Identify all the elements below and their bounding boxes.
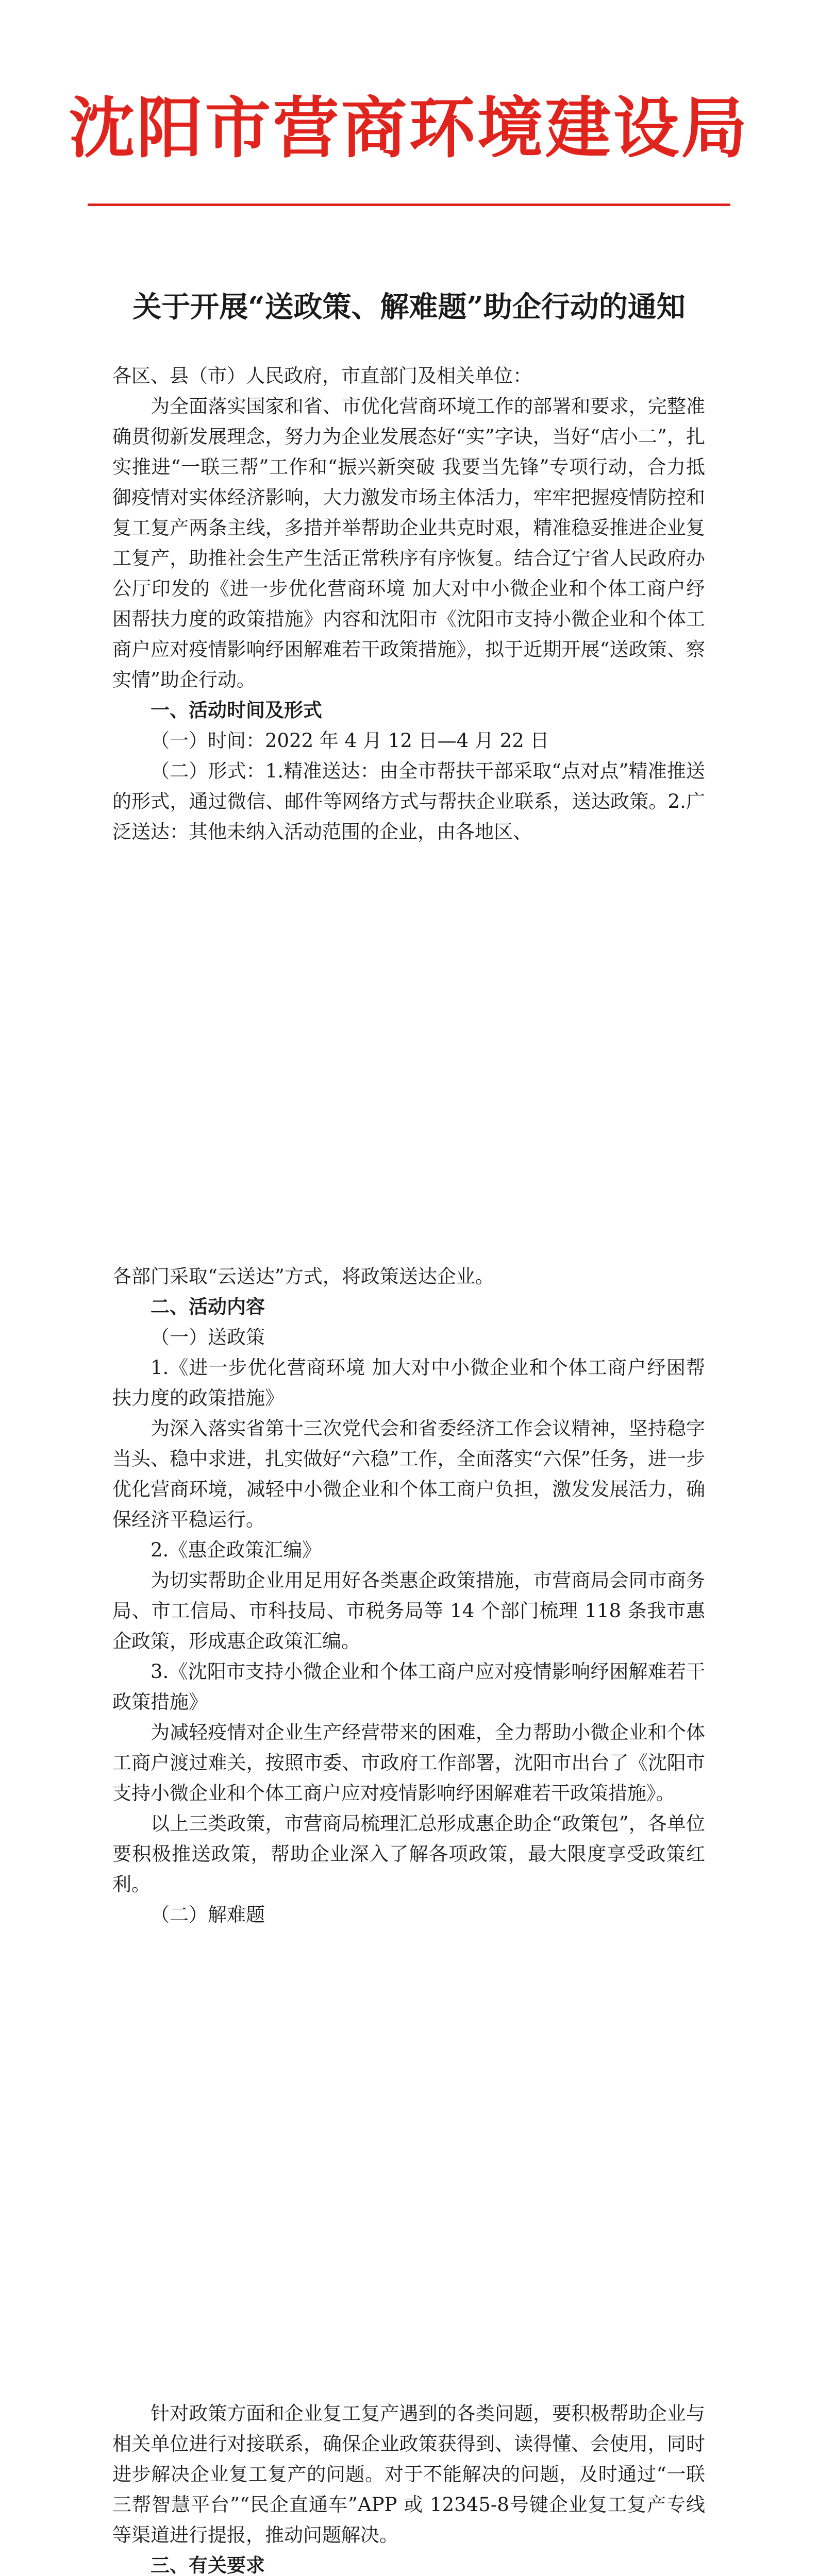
policy-1-title: 1.《进一步优化营商环境 加大对中小微企业和个体工商户纾困帮扶力度的政策措施》 <box>112 1357 705 1409</box>
policy-3-body: 为减轻疫情对企业生产经营带来的困难，全力帮助小微企业和个体工商户渡过难关，按照市委、市政府工作部署，沈阳市出台了《沈阳市支持小微企业和个体工商户应对疫情影响纾困解难若干政策措施》。 <box>112 1721 705 1804</box>
section-1-form-continued: 各部门采取“云送达”方式，将政策送达企业。 <box>112 1265 494 1287</box>
policy-2-title: 2.《惠企政策汇编》 <box>151 1539 322 1561</box>
body-section-2 <box>112 1261 705 1930</box>
section-2-sub1: （一）送政策 <box>151 1326 265 1348</box>
section-2-heading: 二、活动内容 <box>151 1296 265 1318</box>
document-title: 关于开展“送政策、解难题”助企行动的通知 <box>132 290 686 324</box>
policy-2-body: 为切实帮助企业用足用好各类惠企政策措施，市营商局会同市商务局、市工信局、市科技局、市税务局等 14 个部门梳理 118 条我市惠企政策，形成惠企政策汇编。 <box>112 1569 705 1652</box>
addressee: 各区、县（市）人民政府，市直部门及相关单位： <box>112 365 532 387</box>
section-1-time: （一）时间：2022 年 4 月 12 日—4 月 22 日 <box>151 730 549 752</box>
intro-paragraph: 为全面落实国家和省、市优化营商环境工作的部署和要求，完整准确贯彻新发展理念，努力为企业发展态好“实”字诀，当好“店小二”，扎实推进“一联三帮”工作和“振兴新突破 我要当先锋”专项行动，合力抵御疫情对实体经济影响，大力激发市场主体活力，牢牢把握疫情防控和复工复产两条主线，多措并举帮助企业共克时艰，精准稳妥推进企业复工复产，助推社会生产生活正常秩序有序恢复。结合辽宁省人民政府办公厅印发的《进一步优化营商环境 加大对中小微企业和个体工商户纾困帮扶力度的政策措施》内容和沈阳市《沈阳市支持小微企业和个体工商户应对疫情影响纾困解难若干政策措施》，拟于近期开展“送政策、察实情”助企行动。 <box>112 395 705 691</box>
section-1-form: （二）形式：1.精准送达：由全市帮扶干部采取“点对点”精准推送的形式，通过微信、邮件等网络方式与帮扶企业联系，送达政策。2.广泛送达：其他未纳入活动范围的企业，由各地区、 <box>112 760 705 843</box>
section-2-sub2-body: 针对政策方面和企业复工复产遇到的各类问题，要积极帮助企业与相关单位进行对接联系，确保企业政策获得到、读得懂、会使用，同时进步解决企业复工复产的问题。对于不能解决的问题，及时通过“一联三帮智慧平台”“民企直通车”APP 或 12345-8号键企业复工复产专线等渠道进行提报，推动问题解决。 <box>112 2402 705 2546</box>
policy-1-body: 为深入落实省第十三次党代会和省委经济工作会议精神，坚持稳字当头、稳中求进，扎实做好“六稳”工作，全面落实“六保”任务，进一步优化营商环境，减轻中小微企业和个体工商户负担，激发发展活力，确保经济平稳运行。 <box>112 1417 705 1531</box>
body-section-3 <box>112 2398 705 2576</box>
agency-letterhead: 沈阳市营商环境建设局 <box>69 90 749 167</box>
section-1-heading: 一、活动时间及形式 <box>151 699 322 721</box>
section-2-sub2: （二）解难题 <box>151 1904 265 1926</box>
section-3-heading: 三、有关要求 <box>151 2554 265 2576</box>
letterhead-red-rule <box>88 204 730 206</box>
policy-3-title: 3.《沈阳市支持小微企业和个体工商户应对疫情影响纾困解难若干政策措施》 <box>112 1660 705 1713</box>
policy-summary: 以上三类政策，市营商局梳理汇总形成惠企助企“政策包”，各单位要积极推送政策，帮助企业深入了解各项政策，最大限度享受政策红利。 <box>112 1812 705 1895</box>
body-section-1 <box>112 361 705 847</box>
